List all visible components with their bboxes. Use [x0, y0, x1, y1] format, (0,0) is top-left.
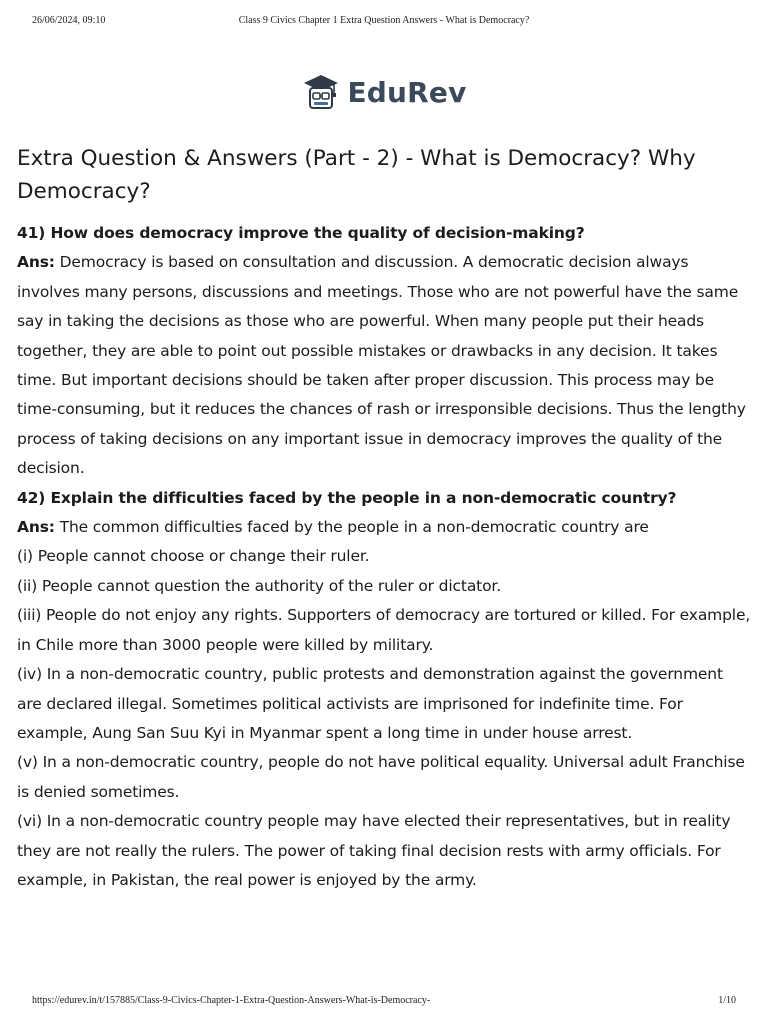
page-title: Extra Question & Answers (Part - 2) - What is Democracy? Why Democracy? — [17, 146, 696, 204]
question-42: 42) Explain the difficulties faced by the people in a non-democratic country? — [17, 488, 677, 507]
page-number: 1/10 — [718, 995, 736, 1006]
logo-wordmark: EduRev — [347, 75, 467, 109]
list-item: (iv) In a non-democratic country, public protests and demonstration against the government are declared illegal. Sometimes political activists are imprisoned for indefinite time. For example, Aung San Suu Kyi in Myanmar spent a long time in under house arrest. — [17, 665, 723, 742]
print-header — [32, 15, 736, 29]
list-item: (vi) In a non-democratic country people may have elected their representatives, but in reality they are not really the rulers. The power of taking final decision rests with army officials. For example, in Pakistan, the real power is enjoyed by the army. — [17, 812, 731, 889]
list-item: (i) People cannot choose or change their ruler. — [17, 547, 370, 566]
list-item: (v) In a non-democratic country, people do not have political equality. Universal adult Franchise is denied sometimes. — [17, 753, 745, 801]
list-item: (ii) People cannot question the authority of the ruler or dictator. — [17, 576, 502, 595]
ans-label: Ans: — [17, 253, 55, 272]
answer-41 — [17, 248, 751, 483]
print-footer — [32, 995, 736, 1009]
ans-label: Ans: — [17, 518, 55, 537]
answer-41-text: Democracy is based on consultation and discussion. A democratic decision always involves many persons, discussions and meetings. Those who are not powerful have the same say in taking the decisions as those who are powerful. When many people put their heads together, they are able to point out possible mistakes or drawbacks in any decision. It takes time. But important decisions should be taken after proper discussion. This process may be time-consuming, but it reduces the chances of rash or irresponsible decisions. Thus the lengthy process of taking decisions on any important issue in democracy improves the quality of the decision. — [17, 253, 746, 478]
answer-42-text: The common difficulties faced by the people in a non-democratic country are — [54, 518, 649, 537]
page-url-link[interactable]: https://edurev.in/t/157885/Class-9-Civics-Chapter-1-Extra-Question-Answers-What-is-Democracy- — [32, 995, 431, 1006]
qa-content — [17, 219, 751, 895]
edurev-logo[interactable] — [0, 70, 768, 114]
question-41: 41) How does democracy improve the quality of decision-making? — [17, 224, 585, 242]
print-document-title: Class 9 Civics Chapter 1 Extra Question Answers - What is Democracy? — [238, 15, 530, 26]
graduate-cap-icon — [301, 72, 341, 112]
answer-42 — [17, 513, 751, 542]
print-date: 26/06/2024, 09:10 — [32, 15, 106, 26]
list-item: (iii) People do not enjoy any rights. Supporters of democracy are tortured or killed. For example, in Chile more than 3000 people were killed by military. — [17, 606, 751, 654]
